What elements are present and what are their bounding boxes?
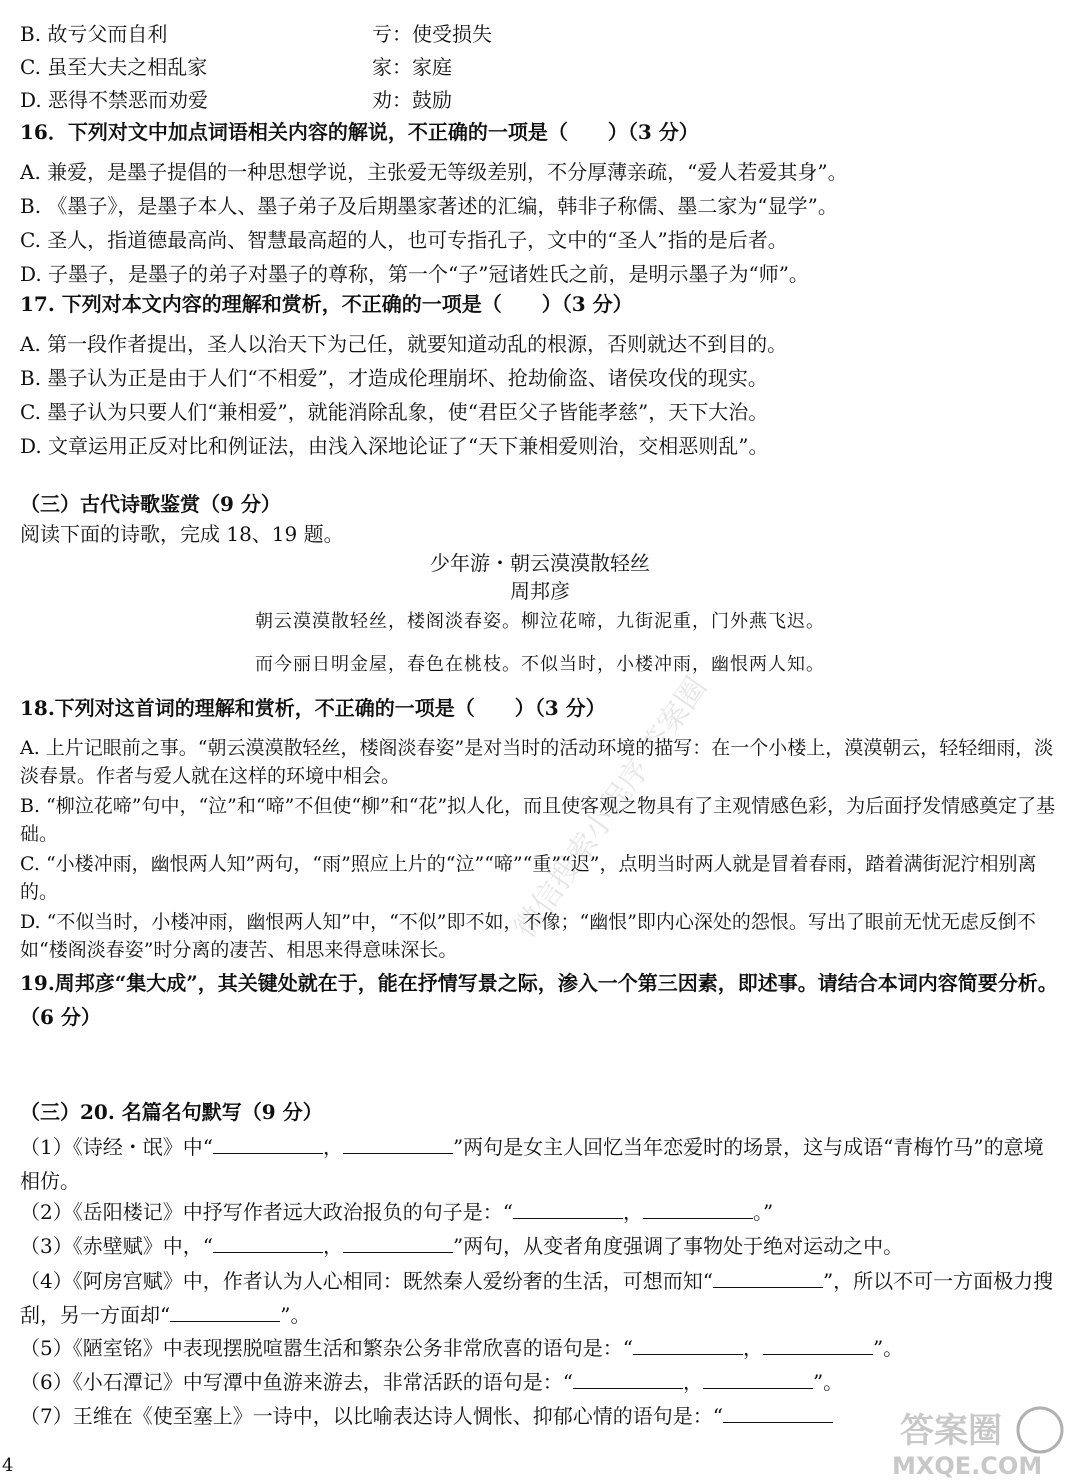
answer-blank[interactable] bbox=[213, 1234, 323, 1253]
q15-option-c bbox=[20, 53, 1060, 81]
watermark-text: 微信搜索小程序 答案圈 bbox=[507, 670, 715, 945]
item-text: （6）《小石潭记》中写潭中鱼游来游去，非常活跃的语句是：“ bbox=[20, 1370, 573, 1394]
option-text: B. 故亏父而自利 bbox=[20, 22, 168, 46]
q20-item-2 bbox=[20, 1198, 1060, 1226]
option-gloss: 家：家庭 bbox=[372, 55, 452, 79]
answer-blank[interactable] bbox=[343, 1234, 453, 1253]
q18-option-a: A. 上片记眼前之事。“朝云漠漠散轻丝，楼阁淡春姿”是对当时的活动环境的描写：在一个小楼上，漠漠朝云，轻轻细雨，淡淡春景。作者与爱人就在这样的环境中相会。 bbox=[20, 737, 1054, 787]
q17-stem: 17. 下列对本文内容的理解和赏析，不正确的一项是（ ）（3 分） bbox=[20, 292, 633, 316]
answer-blank[interactable] bbox=[213, 1135, 323, 1154]
item-text: 。” bbox=[752, 1200, 774, 1224]
q20-heading: （三）20. 名篇名句默写（9 分） bbox=[20, 1100, 323, 1124]
item-text: （3）《赤壁赋》中，“ bbox=[20, 1234, 213, 1258]
section-heading: （三）古代诗歌鉴赏（9 分） bbox=[20, 492, 281, 516]
q18-option-d: D. “不似当时，小楼冲雨，幽恨两人知”中，“不似”即不如，不像；“幽恨”即内心深处的怨恨。写出了眼前无忧无虑反倒不如“楼阁淡春姿”时分离的凄苦、相思来得意味深长。 bbox=[20, 911, 1036, 961]
logo-url: MXQE.COM bbox=[892, 1452, 1043, 1480]
answer-blank[interactable] bbox=[633, 1336, 743, 1355]
section-instruction: 阅读下面的诗歌，完成 18、19 题。 bbox=[20, 522, 344, 546]
q20-item-7 bbox=[20, 1402, 1060, 1430]
logo-text: 答案圈 bbox=[900, 1411, 1002, 1451]
item-text: ”两句，从变者角度强调了事物处于绝对运动之中。 bbox=[452, 1234, 904, 1258]
item-text: ”两句是女主人回忆当年恋爱时的场景，这与成语“青梅竹马”的意境相仿。 bbox=[20, 1135, 1044, 1193]
option-text: C. 虽至大夫之相乱家 bbox=[20, 55, 208, 79]
q16-option-b: B. 《墨子》，是墨子本人、墨子弟子及后期墨家著述的汇编，韩非子称儒、墨二家为“显学”。 bbox=[20, 194, 838, 218]
answer-blank[interactable] bbox=[763, 1336, 873, 1355]
page-number: 4 bbox=[2, 1455, 14, 1476]
q18-option-c: C. “小楼冲雨，幽恨两人知”两句，“雨”照应上片的“泣”“啼”“重”“迟”，点明当时两人就是冒着春雨，踏着满街泥泞相别离的。 bbox=[20, 853, 1037, 903]
item-text: （4）《阿房宫赋》中，作者认为人心相同：既然秦人爱纷奢的生活，可想而知“ bbox=[20, 1269, 713, 1293]
item-sep: ， bbox=[322, 1234, 343, 1258]
answer-blank[interactable] bbox=[723, 1404, 833, 1423]
item-text: （7）王维在《使至塞上》一诗中，以比喻表达诗人惆怅、抑郁心情的语句是：“ bbox=[20, 1404, 723, 1428]
option-text: D. 恶得不禁恶而劝爱 bbox=[20, 88, 209, 112]
poem-line: 而今丽日明金屋，春色在桃枝。不似当时，小楼冲雨，幽恨两人知。 bbox=[255, 654, 825, 675]
item-text: ”。 bbox=[872, 1336, 904, 1360]
option-gloss: 劝：鼓励 bbox=[372, 88, 452, 112]
item-text: ”。 bbox=[812, 1370, 844, 1394]
poem-title: 少年游・朝云漠漠散轻丝 bbox=[430, 551, 650, 575]
item-sep: ， bbox=[322, 1135, 343, 1159]
q17-option-a: A. 第一段作者提出，圣人以治天下为己任，就要知道动乱的根源，否则就达不到目的。 bbox=[20, 332, 788, 356]
poem-author: 周邦彦 bbox=[510, 579, 570, 603]
q20-item-5 bbox=[20, 1334, 1060, 1362]
q16-option-c: C. 圣人，指道德最高尚、智慧最高超的人，也可专指孔子，文中的“圣人”指的是后者。 bbox=[20, 228, 788, 252]
item-text: ”。 bbox=[280, 1303, 311, 1327]
answer-blank[interactable] bbox=[573, 1370, 683, 1389]
answer-blank[interactable] bbox=[513, 1200, 623, 1219]
q16-option-a: A. 兼爱，是墨子提倡的一种思想学说，主张爱无等级差别，不分厚薄亲疏，“爱人若爱其身”。 bbox=[20, 160, 848, 184]
q15-option-b bbox=[20, 20, 1060, 48]
answer-blank[interactable] bbox=[643, 1200, 753, 1219]
poem-line: 朝云漠漠散轻丝，楼阁淡春姿。柳泣花啼，九街泥重，门外燕飞迟。 bbox=[255, 611, 825, 632]
q17-option-c: C. 墨子认为只要人们“兼相爱”，就能消除乱象，使“君臣父子皆能孝慈”，天下大治。 bbox=[20, 400, 769, 424]
q17-option-b: B. 墨子认为正是由于人们“不相爱”，才造成伦理崩坏、抢劫偷盗、诸侯攻伐的现实。 bbox=[20, 366, 768, 390]
q18-option-b: B. “柳泣花啼”句中，“泣”和“啼”不但使“柳”和“花”拟人化，而且使客观之物具有了主观情感色彩，为后面抒发情感奠定了基础。 bbox=[20, 795, 1056, 845]
item-text: （5）《陋室铭》中表现摆脱喧嚣生活和繁杂公务非常欣喜的语句是：“ bbox=[20, 1336, 633, 1360]
item-sep: ， bbox=[682, 1370, 703, 1394]
item-text: （2）《岳阳楼记》中抒写作者远大政治报负的句子是：“ bbox=[20, 1200, 513, 1224]
q16-option-d: D. 子墨子，是墨子的弟子对墨子的尊称，第一个“子”冠诸姓氏之前，是明示墨子为“师”。 bbox=[20, 262, 809, 286]
q20-item-1 bbox=[20, 1130, 1060, 1198]
q17-option-d: D. 文章运用正反对比和例证法，由浅入深地论证了“天下兼相爱则治，交相恶则乱”。 bbox=[20, 434, 769, 458]
q16-stem: 16．下列对文中加点词语相关内容的解说，不正确的一项是（ ）（3 分） bbox=[20, 120, 699, 144]
answer-blank[interactable] bbox=[170, 1303, 280, 1322]
q18-stem: 18.下列对这首词的理解和赏析，不正确的一项是（ ）（3 分） bbox=[20, 696, 606, 720]
item-text: （1）《诗经・氓》中“ bbox=[20, 1135, 213, 1159]
answer-blank[interactable] bbox=[703, 1370, 813, 1389]
q19-stem: 19.周邦彦“集大成”，其关键处就在于，能在抒情写景之际，渗入一个第三因素，即述事。请结合本词内容简要分析。（6 分） bbox=[20, 971, 1058, 1029]
q20-item-4 bbox=[20, 1264, 1060, 1332]
q20-item-3 bbox=[20, 1232, 1060, 1260]
q20-item-6 bbox=[20, 1368, 1060, 1396]
q15-option-d bbox=[20, 86, 1060, 114]
answer-blank[interactable] bbox=[713, 1269, 823, 1288]
item-text: ”，所以不可一方面极力搜刮，另一方面却“ bbox=[20, 1269, 1054, 1327]
option-gloss: 亏：使受损失 bbox=[372, 22, 492, 46]
answer-blank[interactable] bbox=[343, 1135, 453, 1154]
item-sep: ， bbox=[622, 1200, 643, 1224]
item-sep: ， bbox=[742, 1336, 763, 1360]
